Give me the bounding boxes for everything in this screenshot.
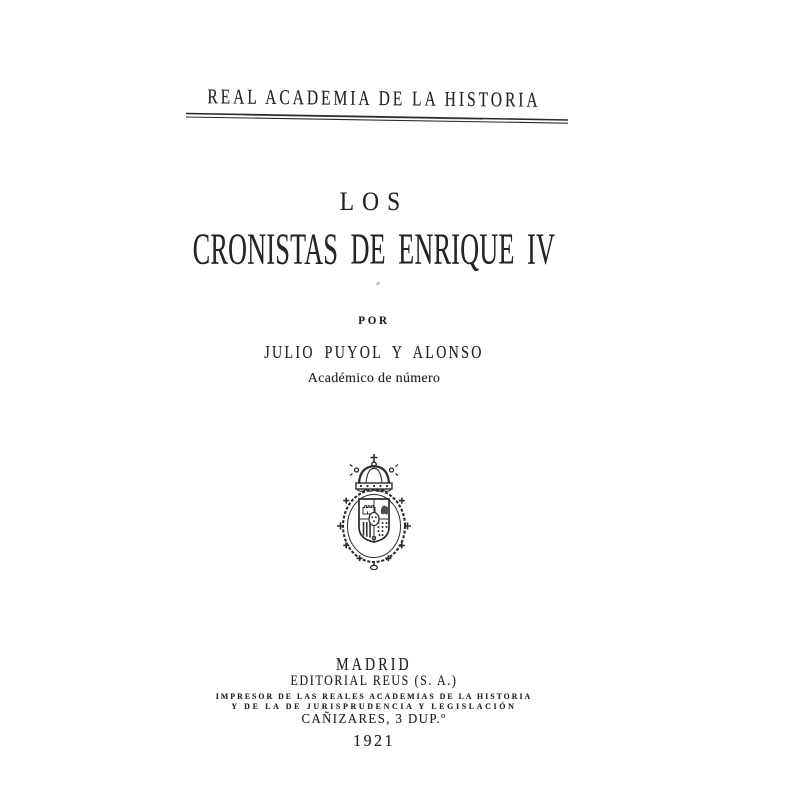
spanish-royal-coat-of-arms-icon bbox=[326, 452, 422, 570]
por-label: POR bbox=[358, 313, 390, 327]
imprint-year: 1921 bbox=[353, 731, 395, 750]
imprint-publisher: EDITORIAL REUS (S. A.) bbox=[290, 673, 458, 689]
header-institution: REAL ACADEMIA DE LA HISTORIA bbox=[207, 84, 541, 112]
main-title: CRONISTAS DE ENRIQUE IV bbox=[192, 225, 556, 275]
imprint-address: CAÑIZARES, 3 DUP.º bbox=[301, 711, 447, 726]
author-name: JULIO PUYOL Y ALONSO bbox=[264, 342, 484, 362]
imprint-city: MADRID bbox=[336, 654, 412, 674]
double-rule bbox=[183, 109, 571, 127]
author-title: Académico de número bbox=[307, 371, 441, 386]
imprint-printer-line1: IMPRESOR DE LAS REALES ACADEMIAS DE LA HISTORIA bbox=[215, 691, 533, 701]
print-artifact-dot bbox=[376, 281, 381, 286]
title-article: LOS bbox=[339, 187, 409, 216]
imprint-printer-line2: Y DE LA DE JURISPRUDENCIA Y LEGISLACIÓN bbox=[231, 701, 517, 711]
